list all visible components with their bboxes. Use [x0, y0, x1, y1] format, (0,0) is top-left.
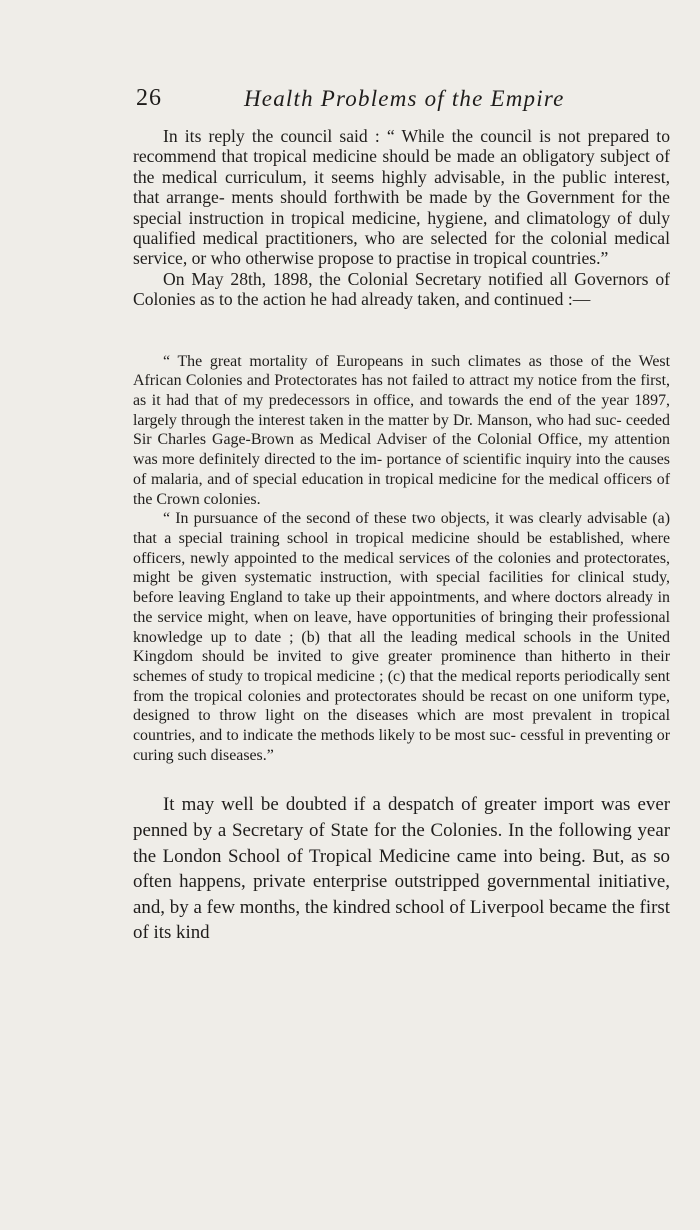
quoted-paragraph-pursuance: “ In pursuance of the second of these two objects, it was clearly advisable (a) that a special training school in tropical medicine should be established, where officers, newly appointed to the medical services of the colonies and protectorates, might be given systematic instruction, with special facilities for clinical study, before leaving England to take up their appointments, and where doctors already in the service might, when on leave, have opportunities of bringing their professional knowledge up to date ; (b) that all the leading medical schools in the United Kingdom should be invited to give greater prominence than hitherto in their schemes of study to tropical medicine ; (c) that the medical reports periodically sent from the tropical colonies and protectorates should be recast on one uniform type, designed to throw light on the diseases which are most prevalent in tropical countries, and to indicate the methods likely to be most suc- cessful in preventing or curing such diseases.”	[133, 510, 670, 764]
quoted-paragraph-mortality: “ The great mortality of Europeans in such climates as those of the West African Colonies and Protectorates has not failed to attract my notice from the first, as it had that of my predecessors in office, and towards the end of the year 1897, largely through the interest taken in the matter by Dr. Manson, who had suc- ceeded Sir Charles Gage-Brown as Medical Adviser of the Colonial Office, my attention was more definitely directed to the im- portance of scientific inquiry into the causes of malaria, and of special education in tropical medicine for the medical officers of the Crown colonies.	[133, 352, 670, 508]
page-body	[133, 126, 670, 946]
section-gap	[133, 765, 670, 792]
page-header	[136, 85, 670, 119]
running-title: Health Problems of the Empire	[244, 86, 565, 111]
paragraph-council-reply: In its reply the council said : “ While the council is not prepared to recommend that tropical medicine should be made an obligatory subject of the medical curriculum, it seems highly advisable, in the public interest, that arrange- ments should forthwith be made by the Government for the special instruction in tropical medicine, hygiene, and climatology of duly qualified medical practitioners, who are selected for the colonial medical service, or who otherwise propose to practise in tropical countries.”	[133, 126, 670, 269]
paragraph-colonial-secretary: On May 28th, 1898, the Colonial Secretary notified all Governors of Colonies as to the action he had already taken, and continued :—	[133, 268, 670, 310]
quote-gap	[133, 310, 670, 352]
paragraph-despatch-import: It may well be doubted if a despatch of greater import was ever penned by a Secretary of State for the Colonies. In the following year the London School of Tropical Medicine came into being. But, as so often happens, private enterprise outstripped governmental initiative, and, by a few months, the kindred school of Liverpool became the first of its kind	[133, 794, 670, 944]
page-number: 26	[136, 85, 162, 111]
